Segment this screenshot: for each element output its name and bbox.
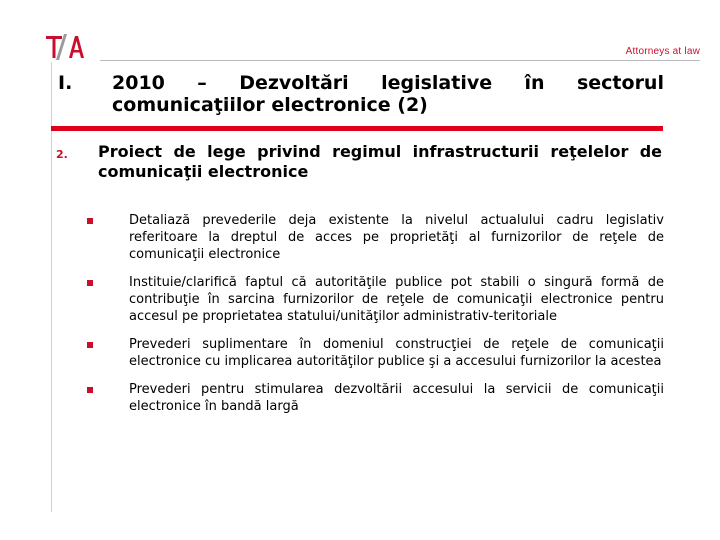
heading-line-2: comunicaţiilor electronice (2) [112, 94, 428, 116]
list-item [84, 274, 664, 325]
list-item [84, 212, 664, 263]
section-number: 2. [56, 148, 68, 161]
heading-accent-bar [51, 126, 663, 131]
slide-heading [112, 72, 664, 116]
heading-word: în [524, 72, 545, 94]
square-bullet-icon [87, 342, 93, 348]
list-item-text: Instituie/clarifică faptul că autorităţile publice pot stabili o singură formă de contribuţie în sarcina furnizorilor de reţele de comunicaţii electronice pentru accesul pe proprietatea statului/unităţilor administrativ-teritoriale [129, 275, 664, 324]
ta-logo-mark [44, 28, 84, 64]
square-bullet-icon [87, 387, 93, 393]
list-item [84, 381, 664, 415]
heading-word: sectorul [576, 72, 664, 94]
heading-word: 2010 [112, 72, 165, 94]
list-item-text: Prevederi suplimentare în domeniul construcţiei de reţele de comunicaţii electronice cu implicarea autorităţilor publice şi a accesului furnizorilor la acestea [129, 337, 664, 369]
section-title: Proiect de lege privind regimul infrastructurii reţelelor de comunicaţii electronice [98, 142, 662, 181]
list-item-text: Prevederi pentru stimularea dezvoltării accesului la servicii de comunicaţii electronice în bandă largă [129, 382, 664, 414]
firm-tagline: Attorneys at law [625, 46, 700, 57]
company-logo [44, 28, 84, 64]
header-divider [100, 60, 700, 61]
heading-word: legislative [381, 72, 493, 94]
heading-number: I. [58, 72, 73, 94]
heading-line-1 [112, 72, 664, 94]
square-bullet-icon [87, 218, 93, 224]
bullet-list [84, 212, 664, 426]
heading-word: – [197, 72, 207, 94]
list-item [84, 336, 664, 370]
heading-word: Dezvoltări [239, 72, 349, 94]
square-bullet-icon [87, 280, 93, 286]
list-item-text: Detaliază prevederile deja existente la nivelul actualului cadru legislativ referitoare la dreptul de acces pe proprietăţi al furnizorilor de reţele de comunicaţii electronice [129, 213, 664, 262]
